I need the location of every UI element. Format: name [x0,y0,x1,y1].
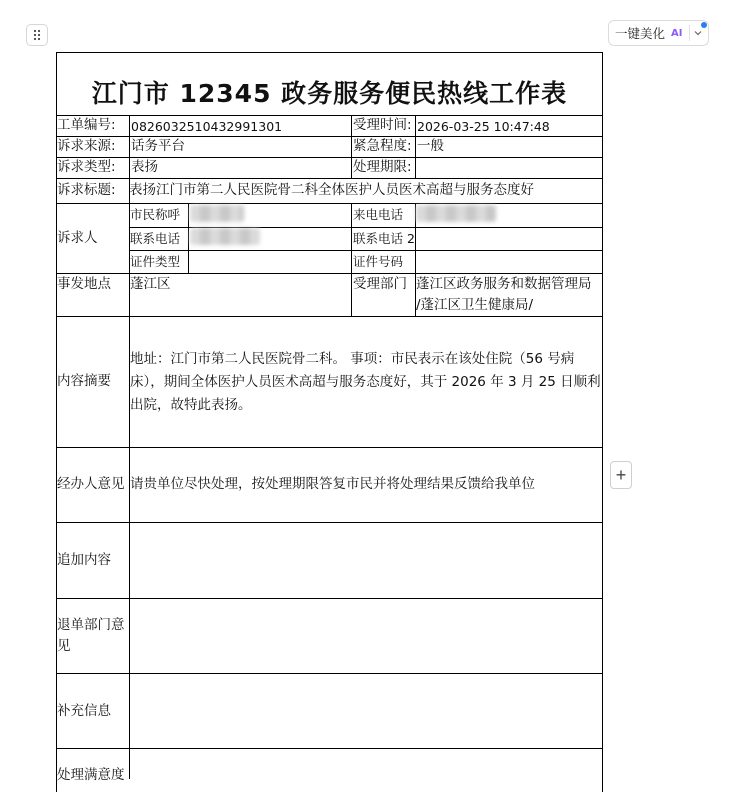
urgency-label: 紧急程度: [353,138,412,154]
subject-value: 表扬江门市第二人民医院骨二科全体医护人员医术高超与服务态度好 [129,182,534,198]
divider [689,25,690,41]
name-label: 市民称呼 [130,207,181,222]
handler-opinion-label: 经办人意见 [57,476,125,492]
contact-phone-2-label: 联系电话 2 [353,231,415,246]
satisfaction-label: 处理满意度 [57,767,125,783]
return-opinion-label-1: 退单部门意 [57,617,125,633]
beautify-label: 一键美化 [615,26,666,41]
append-content-label: 追加内容 [57,552,111,568]
handler-opinion-value: 请贵单位尽快处理，按处理期限答复市民并将处理结果反馈给我单位 [130,476,535,492]
ai-badge: AI [671,27,683,39]
notification-dot [701,22,707,28]
add-block-button[interactable]: + [610,461,632,489]
contact-phone-label: 联系电话 [130,231,181,246]
grip-dots-icon [32,29,42,41]
location-value: 蓬江区 [130,276,171,292]
subject-label: 诉求标题: [57,182,116,198]
type-value: 表扬 [131,159,158,175]
source-label: 诉求来源: [57,138,116,154]
summary-label: 内容摘要 [57,373,111,389]
accept-time-value: 2026-03-25 10:47:48 [417,119,550,134]
supplement-info-label: 补充信息 [57,703,111,719]
location-label: 事发地点 [57,276,111,292]
dept-label: 受理部门 [353,276,407,292]
caller-phone-label: 来电电话 [353,207,404,222]
drag-handle-button[interactable] [26,24,48,46]
return-opinion-label-2: 见 [57,638,71,654]
ticket-no-value: 0826032510432991301 [131,119,283,134]
deadline-label: 处理期限: [353,159,412,175]
urgency-value: 一般 [417,138,444,154]
source-value: 话务平台 [131,138,185,154]
one-click-beautify-button[interactable] [608,20,709,46]
chevron-down-icon[interactable] [693,28,703,38]
requester-label: 诉求人 [57,230,98,246]
redacted-contact-phone [190,228,260,245]
id-number-label: 证件号码 [353,254,404,269]
summary-value: 地址：江门市第二人民医院骨二科。 事项：市民表示在该处住院（56 号病床），期间全体医护人员医术高超与服务态度好，其于 2026 年 3 月 25 日顺利出院，故特此表扬。 [130,351,601,413]
page-title: 江门市 12345 政务服务便民热线工作表 [91,79,568,108]
redacted-caller-phone [416,205,496,222]
dept-value-line2: /蓬江区卫生健康局/ [416,297,534,313]
type-label: 诉求类型: [57,159,116,175]
ticket-no-label: 工单编号: [57,117,116,133]
id-type-label: 证件类型 [130,254,181,269]
redacted-name [190,205,244,222]
accept-time-label: 受理时间: [353,117,412,133]
dept-value-line1: 蓬江区政务服务和数据管理局 [416,276,592,292]
